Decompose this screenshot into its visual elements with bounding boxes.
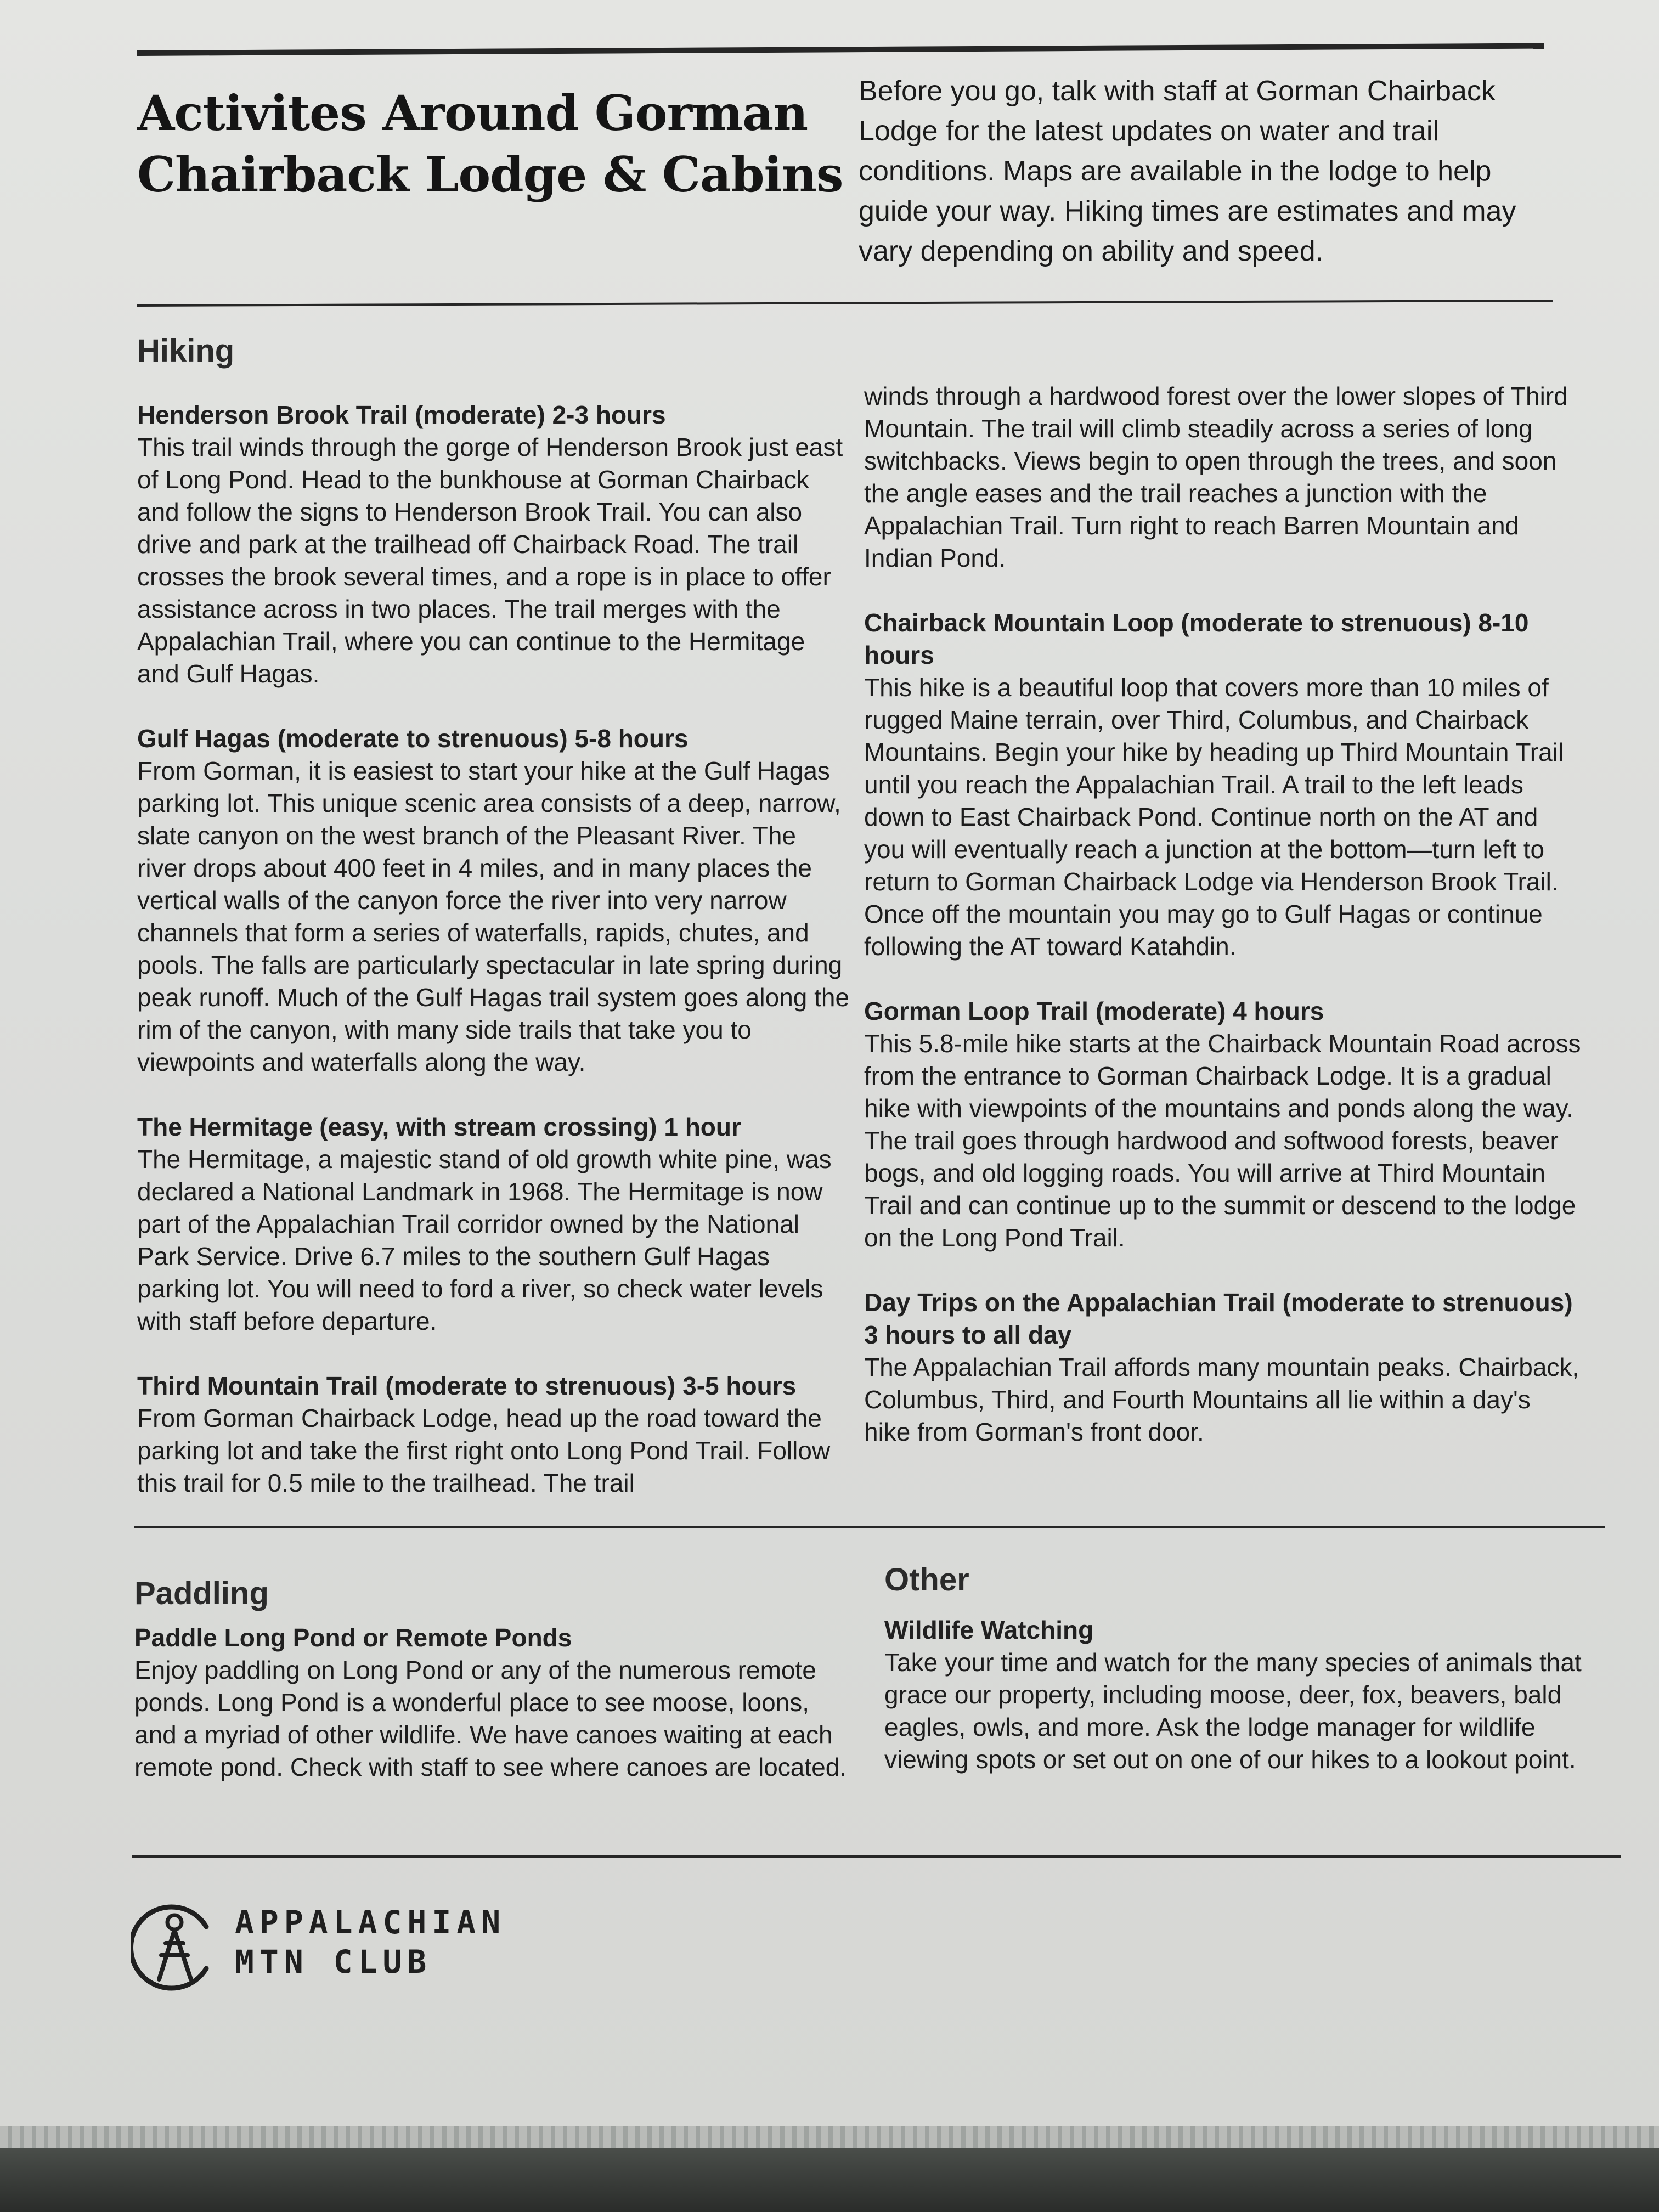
trail-description: From Gorman Chairback Lodge, head up the road toward the parking lot and take the first right onto Long Pond Trail. Follow this trail for 0.5 mile to the trailhead. The trail <box>137 1404 831 1497</box>
trail-title: Gorman Loop Trail (moderate) 4 hours <box>864 997 1324 1025</box>
trail-entry-chairback-loop <box>864 607 1583 963</box>
amc-logo <box>131 1898 515 1997</box>
intro-text: Before you go, talk with staff at Gorman Chairback Lodge for the latest updates on water and trail conditions. Maps are available in the lodge to help guide your way. Hiking times are estimates and may vary depending on ability and speed. <box>859 75 1516 267</box>
paddling-heading: Paddling <box>134 1576 269 1611</box>
trail-title: Day Trips on the Appalachian Trail (moderate to strenuous) 3 hours to all day <box>864 1288 1573 1349</box>
trail-description: This hike is a beautiful loop that covers more than 10 miles of rugged Maine terrain, over Third, Columbus, and Chairback Mountains. Begin your hike by heading up Third Mountain Trail until you reach the Appalachian Trail. A trail to the left leads down to East Chairback Pond. Continue north on the AT and you will eventually reach a junction at the bottom—turn left to return to Gorman Chairback Lodge via Henderson Brook Trail. Once off the mountain you may go to Gulf Hagas or continue following the AT toward Katahdin. <box>864 673 1564 961</box>
page-title <box>137 82 850 205</box>
trail-title: Chairback Mountain Loop (moderate to strenuous) 8-10 hours <box>864 608 1529 669</box>
trail-title: Henderson Brook Trail (moderate) 2-3 hours <box>137 400 666 429</box>
trail-description: This 5.8-mile hike starts at the Chairback Mountain Road across from the entrance to Gorman Chairback Lodge. It is a gradual hike with viewpoints of the mountains and ponds along the way. The trail goes through hardwood and softwood forests, beaver bogs, and old logging roads. You will arrive at Third Mountain Trail and can continue up to the summit or descend to the lodge on the Long Pond Trail. <box>864 1029 1581 1252</box>
paddling-column <box>134 1622 853 1784</box>
activity-description: Take your time and watch for the many species of animals that grace our property, including moose, deer, fox, beavers, bald eagles, owls, and more. Ask the lodge manager for wildlife viewing spots or set out on one of our hikes to a lookout point. <box>884 1648 1582 1774</box>
activity-description: Enjoy paddling on Long Pond or any of the numerous remote ponds. Long Pond is a wonderful place to see moose, loons, and a myriad of other wildlife. We have canoes waiting at each remote pond. Check with staff to see where canoes are located. <box>134 1656 847 1781</box>
logo-line-1: APPALACHIAN <box>235 1904 506 1941</box>
sheet-bottom-edge <box>0 2126 1659 2148</box>
hiking-left-column <box>137 399 850 1499</box>
page-title-line-2: Chairback Lodge & Cabins <box>137 146 843 203</box>
trail-entry-gulf-hagas <box>137 723 850 1079</box>
other-heading: Other <box>884 1562 969 1598</box>
trail-title: Third Mountain Trail (moderate to strenuous) 3-5 hours <box>137 1372 797 1400</box>
trail-entry-appalachian-day-trips <box>864 1286 1583 1448</box>
trail-description: winds through a hardwood forest over the lower slopes of Third Mountain. The trail will climb steadily across a series of long switchbacks. Views begin to open through the trees, and soon the angle eases and the trail reaches a junction with the Appalachian Trail. Turn right to reach Barren Mountain and Indian Pond. <box>864 382 1568 572</box>
trail-entry-third-mountain <box>137 1370 850 1499</box>
footer-top-rule <box>132 1855 1621 1858</box>
logo-wordmark <box>235 1903 506 1982</box>
hiker-in-circle-icon <box>131 1898 218 1997</box>
trail-entry-gorman-loop <box>864 995 1583 1254</box>
hiking-bottom-rule <box>134 1526 1605 1528</box>
logo-line-2: MTN CLUB <box>235 1943 432 1980</box>
activity-title: Wildlife Watching <box>884 1616 1094 1644</box>
hiking-right-column <box>864 380 1583 1448</box>
trail-description: The Appalachian Trail affords many mountain peaks. Chairback, Columbus, Third, and Fourth Mountains all lie within a day's hike from Gorman's front door. <box>864 1353 1579 1446</box>
paddling-entry-long-pond <box>134 1622 853 1784</box>
other-entry-wildlife-watching <box>884 1614 1614 1776</box>
trail-entry-henderson-brook <box>137 399 850 690</box>
trail-entry-hermitage <box>137 1111 850 1338</box>
other-column <box>884 1614 1614 1776</box>
table-surface <box>0 2148 1659 2212</box>
trail-title: The Hermitage (easy, with stream crossing) 1 hour <box>137 1113 741 1141</box>
trail-description: This trail winds through the gorge of Henderson Brook just east of Long Pond. Head to the bunkhouse at Gorman Chairback and follow the signs to Henderson Brook Trail. You can also drive and park at the trailhead off Chairback Road. The trail crosses the brook several times, and a rope is in place to offer assistance across in two places. The trail merges with the Appalachian Trail, where you can continue to the Hermitage and Gulf Hagas. <box>137 433 843 688</box>
page-title-line-1: Activites Around Gorman <box>137 84 808 142</box>
trail-entry-third-mountain-continued <box>864 380 1583 574</box>
trail-title: Gulf Hagas (moderate to strenuous) 5-8 hours <box>137 724 689 753</box>
activity-title: Paddle Long Pond or Remote Ponds <box>134 1623 572 1652</box>
hiking-heading: Hiking <box>137 333 235 369</box>
trail-description: The Hermitage, a majestic stand of old growth white pine, was declared a National Landmark in 1968. The Hermitage is now part of the Appalachian Trail corridor owned by the National Park Service. Drive 6.7 miles to the southern Gulf Hagas parking lot. You will need to ford a river, so check water levels with staff before departure. <box>137 1145 832 1335</box>
trail-description: From Gorman, it is easiest to start your hike at the Gulf Hagas parking lot. This unique scenic area consists of a deep, narrow, slate canyon on the west branch of the Pleasant River. The river drops about 400 feet in 4 miles, and in many places the vertical walls of the canyon force the river into very narrow channels that form a series of waterfalls, rapids, chutes, and pools. The falls are particularly spectacular in late spring during peak runoff. Much of the Gulf Hagas trail system goes along the rim of the canyon, with many side trails that take you to viewpoints and waterfalls along the way. <box>137 757 850 1076</box>
